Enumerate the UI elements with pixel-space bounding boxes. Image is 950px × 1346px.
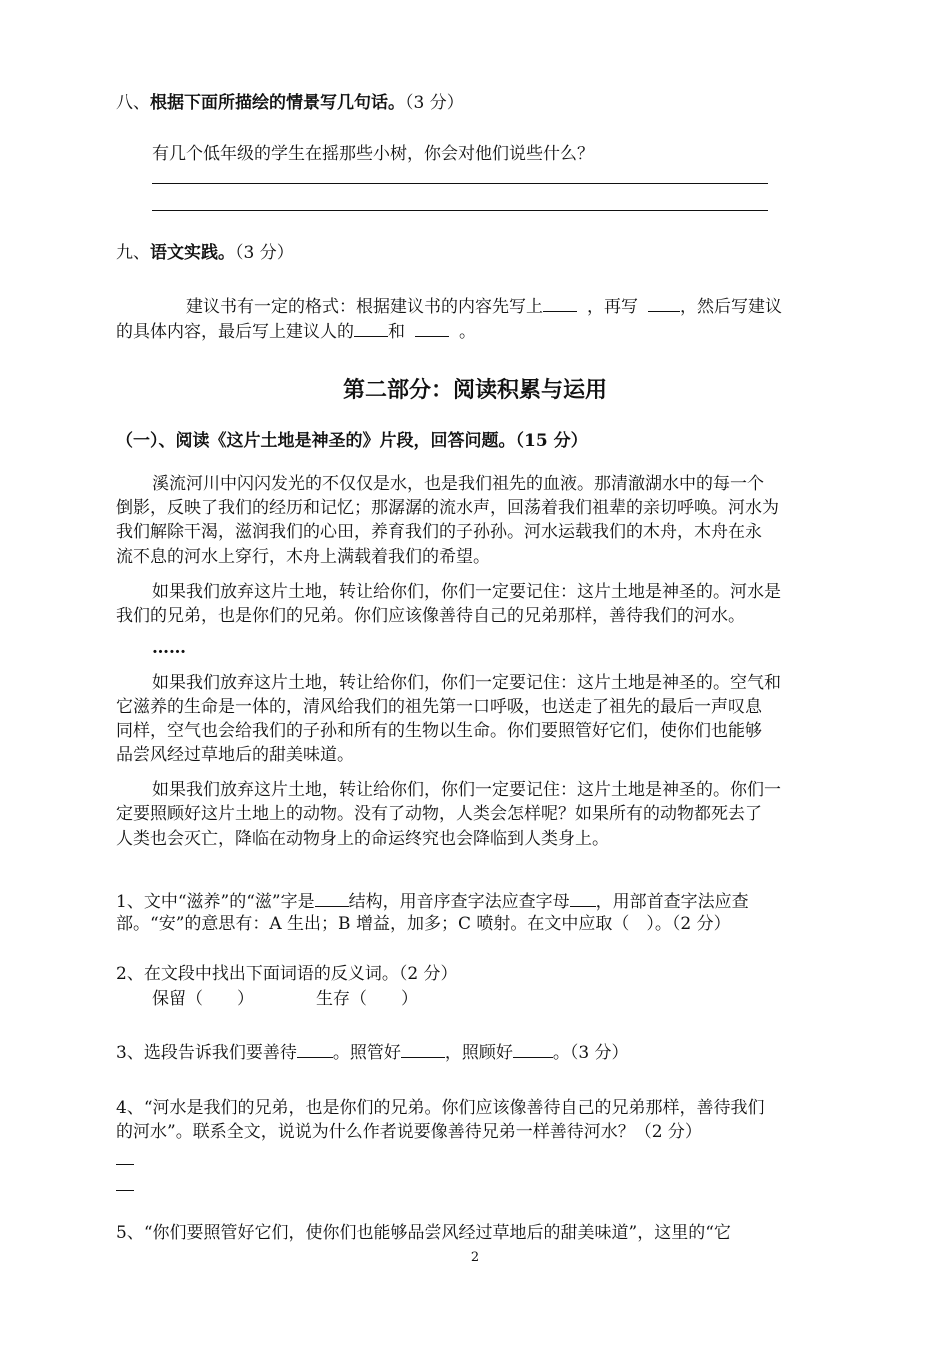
passage-p3-line-1: 如果我们放弃这片土地，转让给你们，你们一定要记住：这片土地是神圣的。空气和 xyxy=(152,673,781,693)
q3-text-c: ，照顾好 xyxy=(444,1043,513,1063)
q9-line1-b: ，再写 xyxy=(587,297,638,317)
q9-number: 九、 xyxy=(116,243,150,263)
q8-score: （3 分） xyxy=(405,93,464,113)
passage-p4-line-1: 如果我们放弃这片土地，转让给你们，你们一定要记住：这片土地是神圣的。你们一 xyxy=(152,780,781,800)
reading-title: （一）、阅读《这片土地是神圣的》片段，回答问题。（15 分） xyxy=(116,431,588,451)
q9-blank-2[interactable] xyxy=(648,294,680,312)
passage-p3-line-2: 它滋养的生命是一体的，清风给我们的祖先第一口呼吸，也送走了祖先的最后一声叹息 xyxy=(116,697,762,717)
q9-heading xyxy=(116,242,294,264)
q9-title: 语文实践。 xyxy=(150,243,235,263)
passage-p1-line-2: 倒影，反映了我们的经历和记忆；那潺潺的流水声，回荡着我们祖辈的亲切呼唤。河水为 xyxy=(116,498,779,518)
q8-answer-line-1 xyxy=(152,183,768,184)
q9-blank-4[interactable] xyxy=(415,319,449,337)
q1-blank-structure[interactable] xyxy=(315,889,349,907)
q8-prompt: 有几个低年级的学生在摇那些小树，你会对他们说些什么？ xyxy=(152,144,594,164)
q4-answer-dash-1[interactable] xyxy=(116,1164,134,1165)
passage-p4-line-2: 定要照顾好这片土地上的动物。没有了动物，人类会怎样呢？如果所有的动物都死去了 xyxy=(116,804,762,824)
q9-line2-c: 。 xyxy=(459,322,476,342)
q4-answer-dash-2[interactable] xyxy=(116,1190,134,1191)
q3-line xyxy=(116,1040,629,1064)
q1-line-2: 部。“安”的意思有：A 生出；B 增益，加多；C 喷射。在文中应取（ ）。（2 分） xyxy=(116,914,731,934)
q8-answer-line-2 xyxy=(152,210,768,211)
q9-line2-b: 和 xyxy=(388,322,405,342)
q9-line-1 xyxy=(186,294,782,318)
q3-blank-3[interactable] xyxy=(513,1040,553,1058)
q1-text-a: 1、文中“滋养”的“滋”字是 xyxy=(116,892,315,912)
passage-p4-line-3: 人类也会灭亡，降临在动物身上的命运终究也会降临到人类身上。 xyxy=(116,829,609,849)
q8-number: 八、 xyxy=(116,93,150,113)
q3-text-d: 。（3 分） xyxy=(552,1043,629,1063)
q3-text-a: 3、选段告诉我们要善待 xyxy=(116,1043,297,1063)
passage-p3-line-3: 同样，空气也会给我们的子孙和所有的生物以生命。你们要照管好它们，使你们也能够 xyxy=(116,721,762,741)
passage-p2-line-1: 如果我们放弃这片土地，转让给你们，你们一定要记住：这片土地是神圣的。河水是 xyxy=(152,582,781,602)
part2-heading: 第二部分：阅读积累与运用 xyxy=(342,377,607,403)
q9-line1-c: ，然后写建议 xyxy=(680,297,782,317)
q1-line-1 xyxy=(116,889,749,913)
page-number: 2 xyxy=(470,1250,480,1265)
q2-item-survive[interactable]: 生存（ ） xyxy=(316,989,418,1009)
q4-line-2: 的河水”。联系全文，说说为什么作者说要像善待兄弟一样善待河水？（2 分） xyxy=(116,1122,702,1142)
q9-line-2 xyxy=(116,319,476,343)
passage-p2-line-2: 我们的兄弟，也是你们的兄弟。你们应该像善待自己的兄弟那样，善待我们的河水。 xyxy=(116,606,745,626)
passage-p3-line-4: 品尝风经过草地后的甜美味道。 xyxy=(116,745,354,765)
q9-blank-1[interactable] xyxy=(543,294,577,312)
passage-p1-line-1: 溪流河川中闪闪发光的不仅仅是水，也是我们祖先的血液。那清澈湖水中的每一个 xyxy=(152,474,764,494)
q3-blank-2[interactable] xyxy=(401,1040,445,1058)
q2-prompt: 2、在文段中找出下面词语的反义词。（2 分） xyxy=(116,964,458,984)
q3-text-b: 。照管好 xyxy=(332,1043,401,1063)
q9-blank-3[interactable] xyxy=(354,319,388,337)
q1-blank-letter[interactable] xyxy=(570,889,596,907)
q5-line-1: 5、“你们要照管好它们，使你们也能够品尝风经过草地后的甜美味道”，这里的“它 xyxy=(116,1223,731,1243)
q9-line2-a: 的具体内容，最后写上建议人的 xyxy=(116,322,354,342)
q8-title: 根据下面所描绘的情景写几句话。 xyxy=(150,93,405,113)
q1-text-c: ，用部首查字法应查 xyxy=(595,892,749,912)
q8-heading xyxy=(116,92,464,114)
q1-text-b: 结构，用音序查字法应查字母 xyxy=(348,892,570,912)
passage-p1-line-3: 我们解除干渴，滋润我们的心田，养育我们的子孙孙。河水运载我们的木舟，木舟在永 xyxy=(116,522,762,542)
passage-ellipsis: …… xyxy=(152,638,186,658)
q9-line1-a: 建议书有一定的格式：根据建议书的内容先写上 xyxy=(186,297,543,317)
q2-item-keep[interactable]: 保留（ ） xyxy=(152,989,254,1009)
q4-line-1: 4、“河水是我们的兄弟，也是你们的兄弟。你们应该像善待自己的兄弟那样，善待我们 xyxy=(116,1098,765,1118)
q3-blank-1[interactable] xyxy=(297,1040,333,1058)
q9-score: （3 分） xyxy=(235,243,294,263)
passage-p1-line-4: 流不息的河水上穿行，木舟上满载着我们的希望。 xyxy=(116,547,490,567)
